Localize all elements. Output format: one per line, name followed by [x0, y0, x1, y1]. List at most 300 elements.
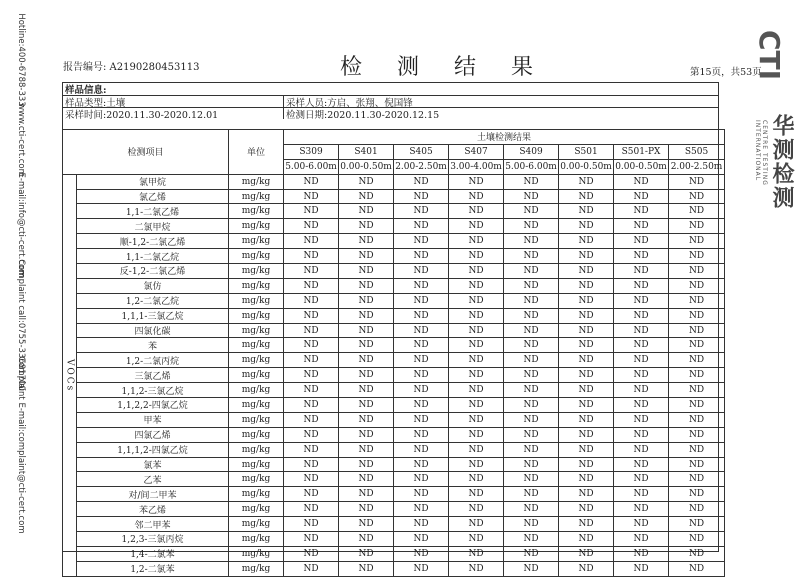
result-cell: ND	[614, 368, 669, 383]
item-unit: mg/kg	[229, 189, 284, 204]
result-cell: ND	[504, 472, 559, 487]
result-cell: ND	[559, 353, 614, 368]
item-unit: mg/kg	[229, 204, 284, 219]
test-date: 检测日期:2020.11.30-2020.12.15	[283, 108, 439, 119]
side-email: E-mail:info@cti-cert.com	[16, 172, 26, 278]
table-row	[63, 546, 725, 561]
result-cell: ND	[394, 517, 449, 532]
result-cell: ND	[394, 338, 449, 353]
result-cell: ND	[394, 502, 449, 517]
result-cell: ND	[449, 264, 504, 279]
result-cell: ND	[559, 427, 614, 442]
result-cell: ND	[449, 174, 504, 189]
result-cell: ND	[614, 293, 669, 308]
sample-depth: 2.00-2.50m	[394, 159, 449, 174]
result-cell: ND	[284, 234, 339, 249]
sample-id: S501	[559, 144, 614, 159]
result-cell: ND	[669, 427, 725, 442]
info-section-title: 样品信息:	[65, 85, 107, 96]
table-row	[63, 189, 725, 204]
result-cell: ND	[559, 174, 614, 189]
sample-type: 样品类型:土壤	[65, 97, 126, 109]
result-cell: ND	[614, 174, 669, 189]
result-cell: ND	[669, 249, 725, 264]
sample-depth: 3.00-4.00m	[449, 159, 504, 174]
item-name: 1,1-二氯乙烯	[77, 204, 229, 219]
result-cell: ND	[394, 264, 449, 279]
result-cell: ND	[449, 308, 504, 323]
table-row	[63, 487, 725, 502]
result-cell: ND	[669, 278, 725, 293]
table-row	[63, 398, 725, 413]
item-unit: mg/kg	[229, 368, 284, 383]
result-cell: ND	[614, 278, 669, 293]
result-cell: ND	[394, 427, 449, 442]
result-cell: ND	[614, 502, 669, 517]
result-cell: ND	[504, 502, 559, 517]
result-cell: ND	[449, 204, 504, 219]
item-unit: mg/kg	[229, 293, 284, 308]
result-cell: ND	[449, 427, 504, 442]
result-cell: ND	[284, 472, 339, 487]
sample-depth: 5.00-6.00m	[284, 159, 339, 174]
item-name: 二氯甲烷	[77, 219, 229, 234]
result-cell: ND	[394, 532, 449, 547]
result-cell: ND	[449, 383, 504, 398]
item-name: 甲苯	[77, 412, 229, 427]
result-cell: ND	[504, 561, 559, 576]
side-contact-strip	[2, 0, 40, 565]
result-cell: ND	[504, 189, 559, 204]
result-cell: ND	[284, 457, 339, 472]
result-cell: ND	[669, 398, 725, 413]
sample-depth: 0.00-0.50m	[559, 159, 614, 174]
result-cell: ND	[449, 457, 504, 472]
result-cell: ND	[614, 338, 669, 353]
result-cell: ND	[449, 249, 504, 264]
result-cell: ND	[339, 442, 394, 457]
item-unit: mg/kg	[229, 546, 284, 561]
result-cell: ND	[669, 353, 725, 368]
result-cell: ND	[394, 293, 449, 308]
table-row	[63, 561, 725, 576]
item-name: 1,2-二氯苯	[77, 561, 229, 576]
sample-depth: 2.00-2.50m	[669, 159, 725, 174]
result-cell: ND	[504, 532, 559, 547]
result-cell: ND	[394, 398, 449, 413]
cti-logo	[742, 30, 794, 230]
item-name: 乙苯	[77, 472, 229, 487]
item-unit: mg/kg	[229, 308, 284, 323]
item-header: 检测项目	[63, 130, 229, 175]
item-name: 三氯乙烯	[77, 368, 229, 383]
item-name: 1,1,2,2-四氯乙烷	[77, 398, 229, 413]
result-cell: ND	[559, 412, 614, 427]
item-unit: mg/kg	[229, 383, 284, 398]
side-hotline: Hotline:400-6788-333	[16, 13, 26, 107]
result-cell: ND	[284, 442, 339, 457]
result-cell: ND	[669, 293, 725, 308]
result-cell: ND	[559, 383, 614, 398]
item-unit: mg/kg	[229, 234, 284, 249]
results-table	[62, 129, 725, 577]
info-row-1	[63, 95, 718, 107]
result-cell: ND	[559, 189, 614, 204]
result-cell: ND	[449, 502, 504, 517]
result-cell: ND	[669, 323, 725, 338]
table-row	[63, 264, 725, 279]
page-title: 检 测 结 果	[340, 55, 547, 80]
result-cell: ND	[504, 427, 559, 442]
item-name: 苯乙烯	[77, 502, 229, 517]
result-cell: ND	[394, 308, 449, 323]
result-cell: ND	[284, 517, 339, 532]
item-unit: mg/kg	[229, 249, 284, 264]
table-row	[63, 338, 725, 353]
result-cell: ND	[394, 204, 449, 219]
result-cell: ND	[394, 219, 449, 234]
result-cell: ND	[614, 457, 669, 472]
result-cell: ND	[339, 398, 394, 413]
result-cell: ND	[504, 249, 559, 264]
result-cell: ND	[559, 204, 614, 219]
result-cell: ND	[504, 204, 559, 219]
result-cell: ND	[394, 189, 449, 204]
result-cell: ND	[339, 308, 394, 323]
result-cell: ND	[284, 353, 339, 368]
result-cell: ND	[449, 517, 504, 532]
result-cell: ND	[669, 546, 725, 561]
result-cell: ND	[394, 249, 449, 264]
table-row	[63, 174, 725, 189]
result-cell: ND	[449, 442, 504, 457]
result-cell: ND	[449, 323, 504, 338]
result-cell: ND	[559, 517, 614, 532]
result-cell: ND	[449, 412, 504, 427]
result-cell: ND	[284, 383, 339, 398]
result-cell: ND	[614, 189, 669, 204]
result-cell: ND	[559, 234, 614, 249]
result-cell: ND	[614, 398, 669, 413]
table-row	[63, 293, 725, 308]
result-cell: ND	[559, 264, 614, 279]
table-row	[63, 472, 725, 487]
sample-id: S309	[284, 144, 339, 159]
result-cell: ND	[559, 338, 614, 353]
item-name: 1,2,3-三氯丙烷	[77, 532, 229, 547]
result-cell: ND	[504, 383, 559, 398]
result-cell: ND	[284, 502, 339, 517]
result-cell: ND	[449, 487, 504, 502]
result-cell: ND	[394, 353, 449, 368]
result-cell: ND	[614, 412, 669, 427]
result-cell: ND	[614, 383, 669, 398]
result-cell: ND	[504, 293, 559, 308]
side-complaint-email: Complaint E-mail:complaint@cti-cert.com	[16, 356, 26, 534]
result-cell: ND	[669, 204, 725, 219]
result-cell: ND	[669, 264, 725, 279]
result-cell: ND	[559, 278, 614, 293]
result-cell: ND	[449, 398, 504, 413]
logo-chinese: 华测检测	[769, 114, 794, 210]
result-cell: ND	[504, 323, 559, 338]
result-cell: ND	[284, 278, 339, 293]
result-cell: ND	[504, 546, 559, 561]
result-cell: ND	[504, 487, 559, 502]
result-cell: ND	[284, 308, 339, 323]
result-cell: ND	[339, 517, 394, 532]
result-cell: ND	[339, 532, 394, 547]
table-row	[63, 383, 725, 398]
result-cell: ND	[669, 561, 725, 576]
result-cell: ND	[614, 234, 669, 249]
table-row	[63, 353, 725, 368]
result-cell: ND	[339, 323, 394, 338]
table-row	[63, 278, 725, 293]
result-cell: ND	[449, 293, 504, 308]
table-row	[63, 249, 725, 264]
sampler: 采样人员:方启、张翔、倪国锋	[283, 96, 413, 107]
result-cell: ND	[504, 264, 559, 279]
result-cell: ND	[559, 398, 614, 413]
result-cell: ND	[449, 189, 504, 204]
result-cell: ND	[669, 368, 725, 383]
result-cell: ND	[339, 412, 394, 427]
result-cell: ND	[339, 264, 394, 279]
item-name: 氯仿	[77, 278, 229, 293]
table-row	[63, 502, 725, 517]
result-cell: ND	[614, 264, 669, 279]
sample-depth: 5.00-6.00m	[504, 159, 559, 174]
item-name: 苯	[77, 338, 229, 353]
item-name: 邻二甲苯	[77, 517, 229, 532]
result-cell: ND	[669, 532, 725, 547]
result-cell: ND	[449, 219, 504, 234]
item-unit: mg/kg	[229, 457, 284, 472]
result-cell: ND	[284, 264, 339, 279]
result-cell: ND	[559, 219, 614, 234]
item-name: 1,2-二氯乙烷	[77, 293, 229, 308]
table-row	[63, 412, 725, 427]
item-name: 1,1,1,2-四氯乙烷	[77, 442, 229, 457]
table-row	[63, 368, 725, 383]
result-cell: ND	[394, 457, 449, 472]
result-cell: ND	[339, 219, 394, 234]
result-cell: ND	[394, 368, 449, 383]
result-cell: ND	[504, 412, 559, 427]
result-cell: ND	[339, 249, 394, 264]
side-complaint-call: Complaint call:0755-33681700	[16, 259, 26, 391]
result-cell: ND	[284, 338, 339, 353]
logo-mark: CTI	[753, 30, 786, 81]
result-cell: ND	[559, 323, 614, 338]
result-cell: ND	[394, 174, 449, 189]
item-unit: mg/kg	[229, 517, 284, 532]
result-cell: ND	[669, 308, 725, 323]
result-cell: ND	[614, 517, 669, 532]
result-cell: ND	[614, 487, 669, 502]
result-cell: ND	[669, 338, 725, 353]
sampling-time: 采样时间:2020.11.30-2020.12.01	[65, 109, 219, 121]
result-cell: ND	[559, 472, 614, 487]
result-cell: ND	[284, 293, 339, 308]
item-unit: mg/kg	[229, 323, 284, 338]
result-cell: ND	[559, 546, 614, 561]
result-cell: ND	[504, 442, 559, 457]
table-row	[63, 532, 725, 547]
result-cell: ND	[339, 234, 394, 249]
result-cell: ND	[339, 457, 394, 472]
result-cell: ND	[614, 353, 669, 368]
result-cell: ND	[339, 472, 394, 487]
result-cell: ND	[284, 412, 339, 427]
result-cell: ND	[669, 487, 725, 502]
result-cell: ND	[504, 457, 559, 472]
group-label: VOCs	[63, 174, 77, 576]
result-cell: ND	[504, 338, 559, 353]
result-cell: ND	[284, 398, 339, 413]
item-unit: mg/kg	[229, 532, 284, 547]
item-name: 1,1,1-三氯乙烷	[77, 308, 229, 323]
sample-depth: 0.00-0.50m	[339, 159, 394, 174]
result-cell: ND	[339, 189, 394, 204]
result-cell: ND	[284, 249, 339, 264]
result-cell: ND	[339, 204, 394, 219]
item-name: 氯乙烯	[77, 189, 229, 204]
result-cell: ND	[669, 457, 725, 472]
result-cell: ND	[559, 487, 614, 502]
result-cell: ND	[614, 546, 669, 561]
result-cell: ND	[394, 323, 449, 338]
result-cell: ND	[284, 561, 339, 576]
result-cell: ND	[559, 293, 614, 308]
item-name: 四氯化碳	[77, 323, 229, 338]
result-cell: ND	[394, 383, 449, 398]
result-cell: ND	[339, 561, 394, 576]
item-unit: mg/kg	[229, 353, 284, 368]
result-cell: ND	[339, 427, 394, 442]
result-cell: ND	[504, 278, 559, 293]
table-row	[63, 323, 725, 338]
table-row	[63, 457, 725, 472]
info-row-2	[63, 107, 718, 119]
result-cell: ND	[339, 338, 394, 353]
sample-id: S409	[504, 144, 559, 159]
item-unit: mg/kg	[229, 338, 284, 353]
table-row	[63, 442, 725, 457]
result-cell: ND	[669, 412, 725, 427]
item-name: 1,2-二氯丙烷	[77, 353, 229, 368]
item-unit: mg/kg	[229, 502, 284, 517]
sample-id: S407	[449, 144, 504, 159]
result-cell: ND	[449, 368, 504, 383]
result-cell: ND	[559, 442, 614, 457]
logo-english: CENTRE TESTING INTERNATIONAL	[754, 120, 768, 186]
result-cell: ND	[339, 368, 394, 383]
result-cell: ND	[669, 383, 725, 398]
result-cell: ND	[394, 234, 449, 249]
result-cell: ND	[394, 546, 449, 561]
table-row	[63, 204, 725, 219]
item-unit: mg/kg	[229, 442, 284, 457]
item-name: 四氯乙烯	[77, 427, 229, 442]
result-cell: ND	[339, 502, 394, 517]
result-cell: ND	[449, 234, 504, 249]
item-name: 1,1,2-三氯乙烷	[77, 383, 229, 398]
item-unit: mg/kg	[229, 412, 284, 427]
result-cell: ND	[559, 502, 614, 517]
result-cell: ND	[559, 532, 614, 547]
table-row	[63, 308, 725, 323]
item-unit: mg/kg	[229, 427, 284, 442]
report-number: 报告编号: A2190280453113	[63, 62, 200, 73]
result-cell: ND	[339, 278, 394, 293]
result-cell: ND	[504, 517, 559, 532]
result-cell: ND	[284, 427, 339, 442]
table-row	[63, 427, 725, 442]
result-cell: ND	[449, 546, 504, 561]
group-header: 土壤检测结果	[284, 130, 725, 145]
page-number: 第15页，共53页	[690, 67, 762, 78]
result-cell: ND	[614, 308, 669, 323]
result-cell: ND	[339, 546, 394, 561]
sample-depth: 0.00-0.50m	[614, 159, 669, 174]
item-unit: mg/kg	[229, 264, 284, 279]
item-name: 1,4-二氯苯	[77, 546, 229, 561]
result-cell: ND	[449, 353, 504, 368]
item-name: 氯苯	[77, 457, 229, 472]
result-cell: ND	[504, 219, 559, 234]
result-cell: ND	[449, 278, 504, 293]
result-cell: ND	[394, 442, 449, 457]
result-cell: ND	[394, 561, 449, 576]
result-cell: ND	[449, 338, 504, 353]
result-cell: ND	[559, 308, 614, 323]
result-cell: ND	[614, 561, 669, 576]
result-cell: ND	[669, 472, 725, 487]
result-cell: ND	[284, 323, 339, 338]
result-cell: ND	[284, 532, 339, 547]
sample-id: S505	[669, 144, 725, 159]
result-cell: ND	[559, 368, 614, 383]
item-name: 氯甲烷	[77, 174, 229, 189]
result-cell: ND	[669, 189, 725, 204]
result-cell: ND	[504, 368, 559, 383]
result-cell: ND	[614, 442, 669, 457]
result-cell: ND	[449, 532, 504, 547]
sample-id: S401	[339, 144, 394, 159]
result-cell: ND	[669, 174, 725, 189]
item-unit: mg/kg	[229, 174, 284, 189]
item-unit: mg/kg	[229, 561, 284, 576]
table-row	[63, 219, 725, 234]
result-cell: ND	[669, 219, 725, 234]
result-cell: ND	[669, 517, 725, 532]
result-cell: ND	[559, 561, 614, 576]
result-cell: ND	[339, 353, 394, 368]
result-cell: ND	[449, 561, 504, 576]
result-cell: ND	[614, 249, 669, 264]
result-cell: ND	[394, 412, 449, 427]
result-cell: ND	[339, 293, 394, 308]
table-row	[63, 517, 725, 532]
item-name: 顺-1,2-二氯乙烯	[77, 234, 229, 249]
result-cell: ND	[614, 219, 669, 234]
result-cell: ND	[614, 204, 669, 219]
result-cell: ND	[339, 383, 394, 398]
result-cell: ND	[394, 278, 449, 293]
side-website: www.cti-cert.com	[16, 103, 26, 177]
